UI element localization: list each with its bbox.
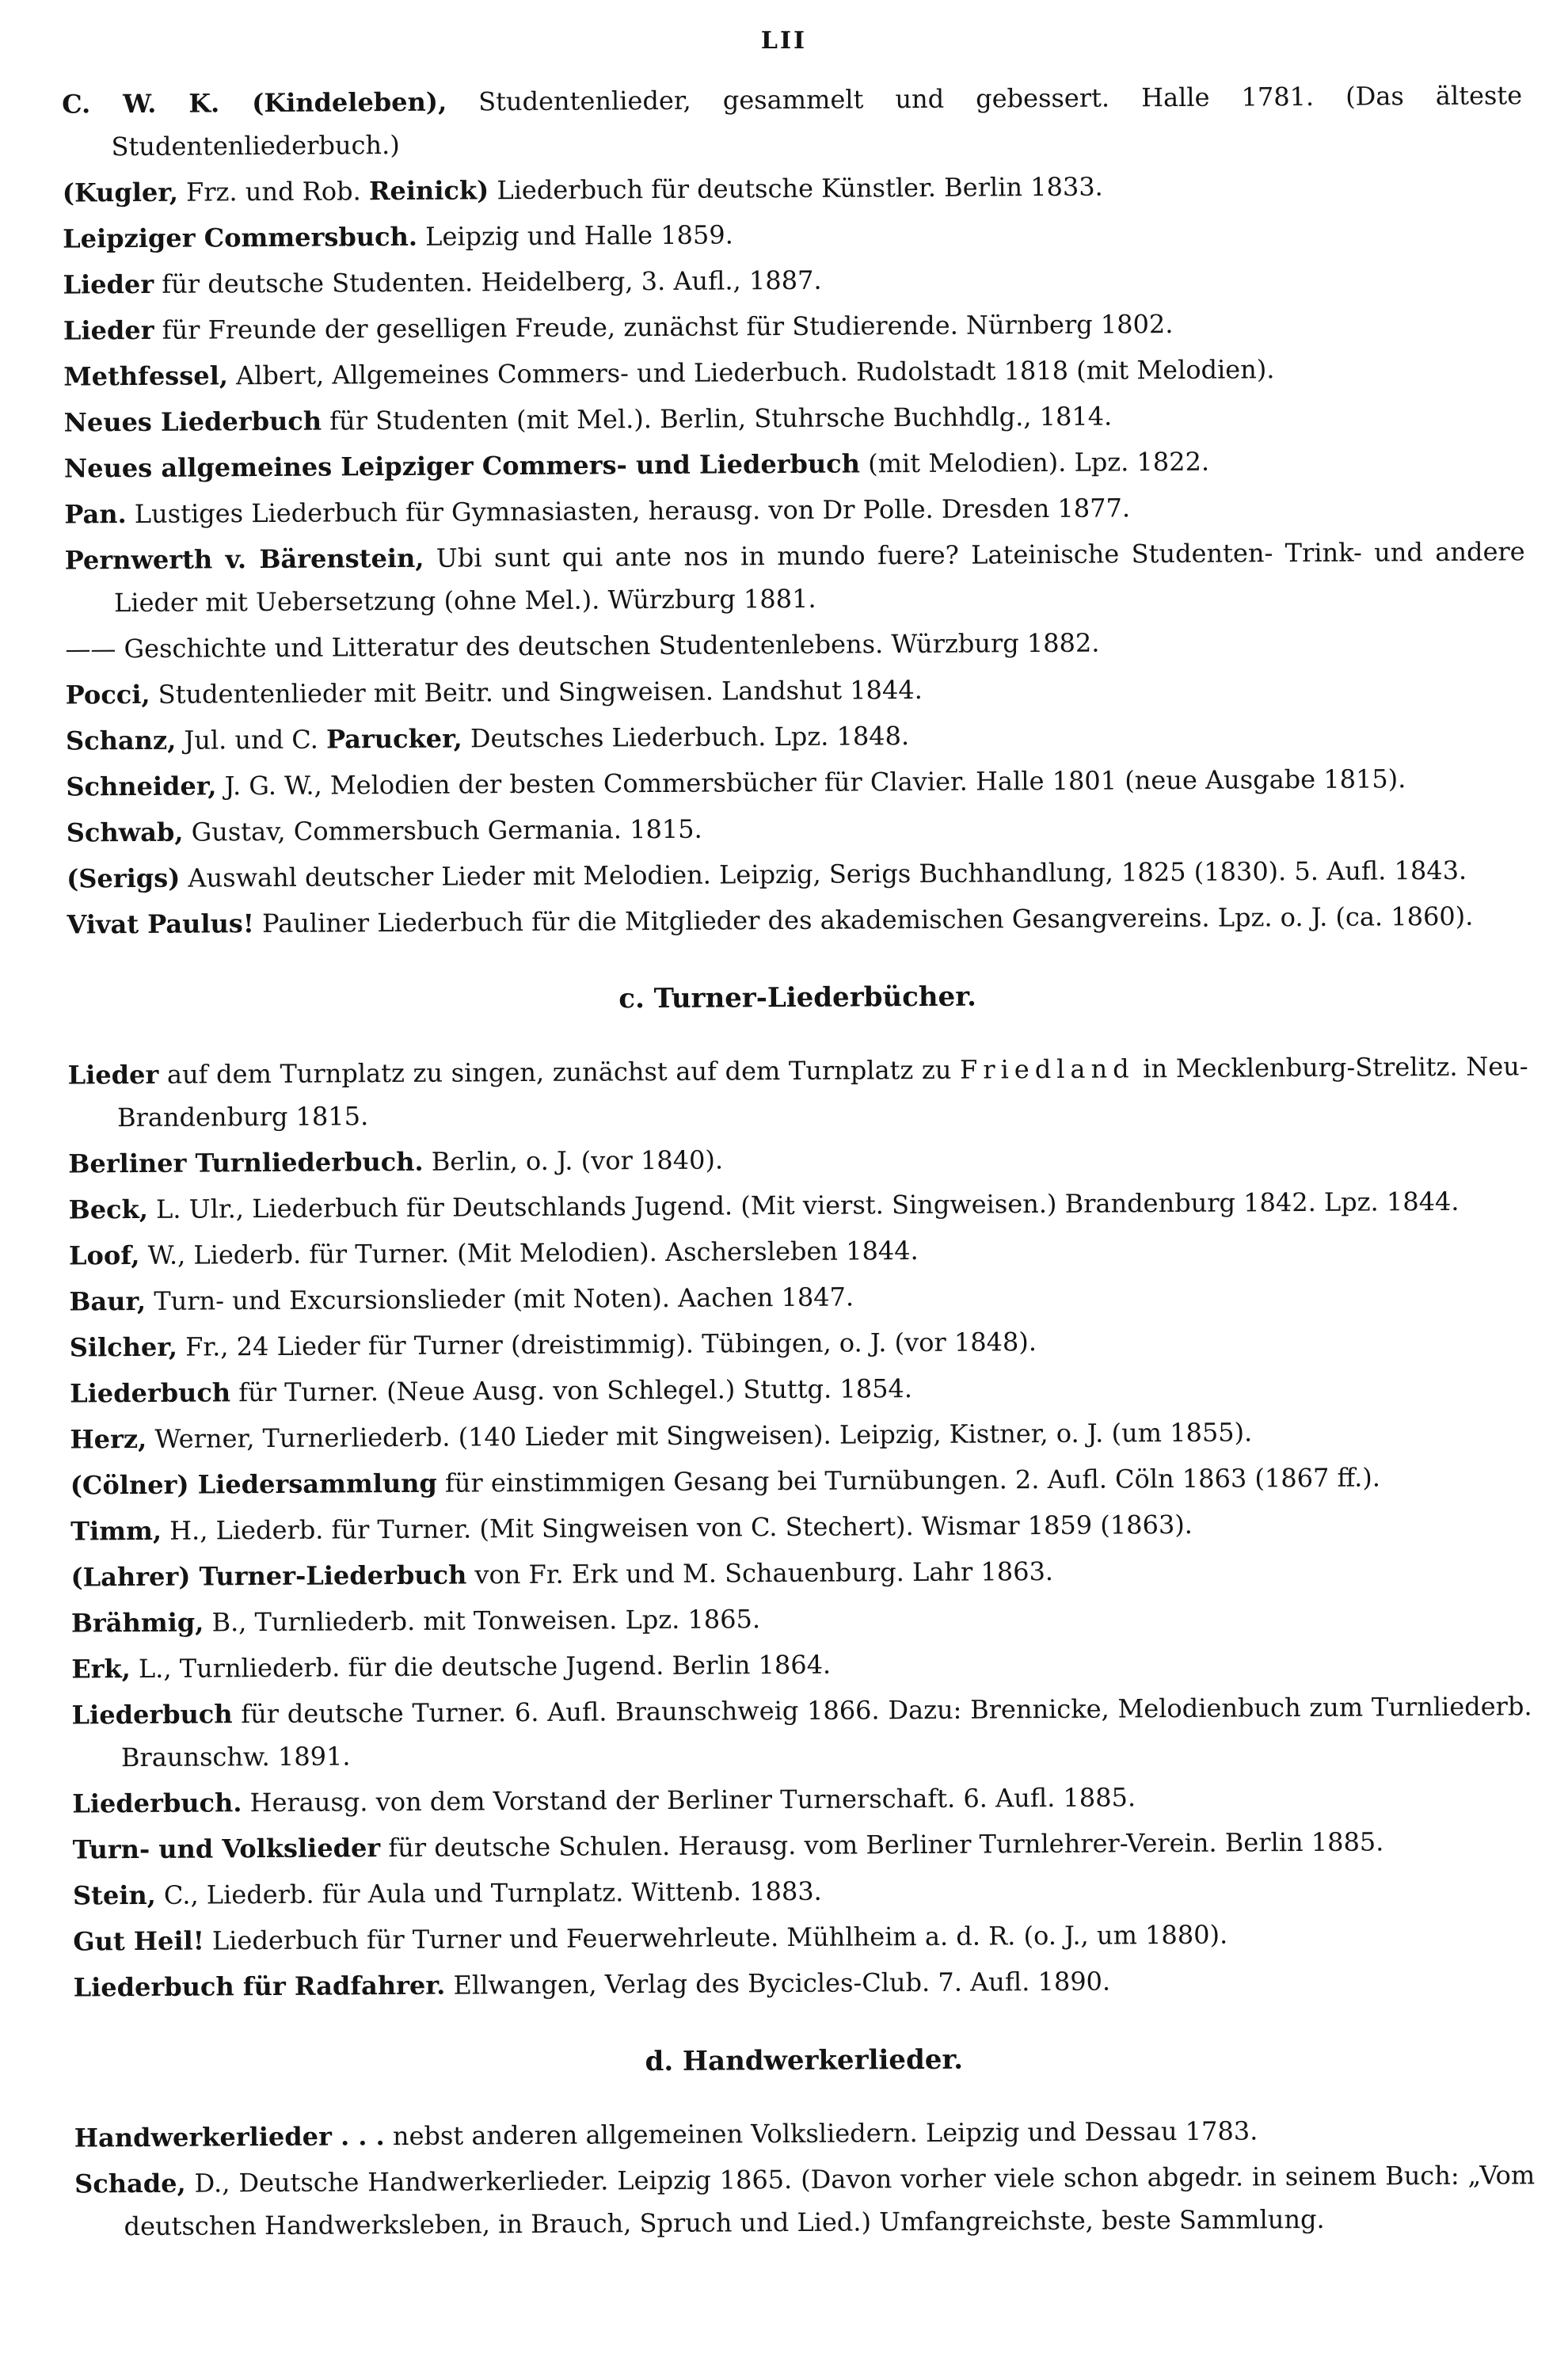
bibliography-entry (69, 1271, 1529, 1323)
entry-text: Jul. und C. (176, 724, 327, 756)
entry-text: für Freunde der geselligen Freude, zunächst für Studierende. Nürnberg 1802. (154, 309, 1174, 345)
entry-text: für deutsche Schulen. Herausg. vom Berliner Turnlehrer-Verein. Berlin 1885. (380, 1826, 1384, 1864)
entry-lead: Schwab, (66, 817, 184, 848)
bibliography-entry (70, 1501, 1531, 1552)
entry-lead: Berliner Turnliederbuch. (68, 1146, 424, 1179)
section-heading-handwerkerlieder: d. Handwerkerlieder. (645, 2043, 964, 2078)
entry-lead: Brähmig, (70, 1607, 204, 1639)
entry-text: nebst anderen allgemeinen Volksliedern. Leipzig und Dessau 1783. (384, 2115, 1258, 2152)
entry-text: —— (65, 634, 124, 664)
bibliography-entry (65, 530, 1526, 624)
entry-lead: (Lahrer) Turner-Liederbuch (70, 1559, 467, 1593)
entry-text: für deutsche Studenten. Heidelberg, 3. Aufl., 1887. (154, 265, 822, 299)
entry-text: Geschichte und Litteratur des deutschen Studentenlebens. Würzburg 1882. (124, 627, 1100, 664)
entry-text: B., Turnliederb. mit Tonweisen. Lpz. 1865. (204, 1604, 761, 1638)
entry-lead: Schanz, (65, 725, 177, 756)
entry-text: Studentenlieder, gesammelt und gebessert. Halle 1781. (Das älteste Studentenliederbuch.) (111, 80, 1523, 162)
page-number: LII (760, 27, 808, 55)
entry-lead: Gut Heil! (73, 1925, 204, 1957)
bibliography-entry (72, 1773, 1532, 1825)
bibliography-entry (62, 74, 1523, 168)
entry-text: für deutsche Turner. 6. Aufl. Braunschweig 1866. Dazu: Brennicke, Melodienbuch zum Turnliederb. Braunschw. 1891. (120, 1691, 1532, 1773)
entry-text: L. Ulr., Liederbuch für Deutschlands Jugend. (Mit vierst. Singweisen.) Brandenburg 1842. Lpz. 1844. (147, 1186, 1460, 1224)
entry-lead: Neues Liederbuch (63, 406, 322, 438)
bibliography-entry (72, 1819, 1532, 1871)
bibliography-entry (67, 848, 1527, 900)
bibliography-entry (69, 1179, 1529, 1231)
bibliography-entry (64, 438, 1524, 489)
bibliography (0, 74, 1568, 2248)
bibliography-entry (74, 2108, 1535, 2159)
entry-text: auf dem Turnplatz zu singen, zunächst auf dem Turnplatz zu (158, 1054, 961, 1090)
entry-text: Albert, Allgemeines Commers- und Liederbuch. Rudolstadt 1818 (mit Melodien). (227, 354, 1275, 391)
bibliography-entry (69, 1225, 1529, 1277)
entry-lead: Liederbuch für Radfahrer. (73, 1970, 446, 2003)
entry-lead: Leipziger Commersbuch. (63, 221, 418, 254)
entry-lead: Liederbuch (70, 1377, 231, 1409)
bibliography-entry (71, 1593, 1532, 1644)
bibliography-entry (63, 346, 1524, 398)
entry-lead: Stein, (72, 1879, 156, 1911)
entry-lead: Pan. (64, 499, 127, 530)
entry-text: Lustiges Liederbuch für Gymnasiasten, herausg. von Dr Polle. Dresden 1877. (126, 493, 1131, 530)
entry-lead: Herz, (70, 1423, 147, 1455)
bibliography-entry (68, 1133, 1528, 1185)
entry-lead: Lieder (67, 1059, 159, 1091)
entry-text: C., Liederb. für Aula und Turnplatz. Wittenb. 1883. (155, 1875, 822, 1910)
entry-lead: Methfessel, (63, 360, 229, 392)
entry-text: Studentenlieder mit Beitr. und Singweisen. Landshut 1844. (150, 674, 923, 710)
entry-lead: (Cölner) Liedersammlung (70, 1468, 437, 1501)
entry-text: (mit Melodien). Lpz. 1822. (859, 446, 1210, 479)
entry-text: L., Turnliederb. für die deutsche Jugend. Berlin 1864. (130, 1649, 832, 1685)
section-studentenlieder (62, 74, 1528, 946)
entry-text: Friedland (959, 1053, 1135, 1085)
bibliography-entry (74, 2153, 1536, 2248)
entry-text: in Mecklenburg-Strelitz. Neu-Brandenburg 1815. (116, 1051, 1528, 1133)
entry-text: Leipzig und Halle 1859. (417, 219, 733, 252)
bibliography-entry (63, 254, 1523, 306)
entry-text: für Turner. (Neue Ausg. von Schlegel.) Stuttg. 1854. (230, 1373, 913, 1408)
entry-text: für einstimmigen Gesang bei Turnübungen. 2. Aufl. Cöln 1863 (1867 ff.). (436, 1462, 1381, 1498)
entry-text: Deutsches Liederbuch. Lpz. 1848. (462, 721, 910, 754)
entry-lead: Parucker, (325, 723, 462, 755)
entry-lead: Pernwerth v. Bärenstein, (64, 543, 424, 576)
bibliography-entry (65, 619, 1525, 670)
entry-lead: Pocci, (65, 679, 150, 710)
bibliography-entry (63, 300, 1524, 352)
bibliography-entry (70, 1317, 1530, 1369)
entry-lead: Vivat Paulus! (67, 908, 254, 940)
entry-text: Werner, Turnerliederb. (140 Lieder mit Singweisen). Leipzig, Kistner, o. J. (um 1855). (147, 1417, 1253, 1454)
section-turner-liederbuecher (67, 972, 1534, 2009)
entry-text: D., Deutsche Handwerkerlieder. Leipzig 1865. (Davon vorher viele schon abgedr. in seinem Buch: „Vom deutschen Handwerksleben, in Brauch, Spruch und Lied.) Umfangreichste, beste Sammlung. (124, 2160, 1536, 2242)
bibliography-entry (66, 664, 1526, 716)
entry-text: Fr., 24 Lieder für Turner (dreistimmig). Tübingen, o. J. (vor 1848). (177, 1327, 1037, 1362)
bibliography-entry (73, 1865, 1533, 1917)
entry-text: Frz. und Rob. (177, 176, 369, 208)
bibliography-entry (66, 756, 1526, 808)
entry-text: H., Liederb. für Turner. (Mit Singweisen von C. Stechert). Wismar 1859 (1863). (161, 1509, 1193, 1546)
entry-text: Berlin, o. J. (vor 1840). (423, 1144, 724, 1177)
entry-text: Ubi sunt qui ante nos in mundo fuere? Lateinische Studenten- Trink- und andere Lieder mit Uebersetzung (ohne Mel.). Würzburg 1881. (113, 536, 1525, 619)
entry-lead: Schneider, (66, 771, 217, 802)
entry-text: für Studenten (mit Mel.). Berlin, Stuhrsche Buchhdlg., 1814. (321, 401, 1113, 436)
entry-text: Turn- und Excursionslieder (mit Noten). Aachen 1847. (146, 1281, 854, 1316)
entry-text: Gustav, Commersbuch Germania. 1815. (183, 813, 702, 847)
bibliography-entry (66, 710, 1526, 762)
entry-lead: Schade, (74, 2168, 186, 2199)
entry-lead: Reinick) (368, 175, 489, 207)
section-heading-turner-liederbuecher: c. Turner-Liederbücher. (618, 980, 976, 1015)
entry-lead: Liederbuch (71, 1699, 233, 1731)
entry-lead: Lieder (63, 268, 154, 300)
bibliography-entry (63, 162, 1523, 214)
entry-text: Liederbuch für deutsche Künstler. Berlin 1833. (489, 171, 1103, 206)
entry-lead: Silcher, (69, 1331, 178, 1363)
entry-lead: Beck, (68, 1194, 149, 1225)
entry-text: Auswahl deutscher Lieder mit Melodien. Leipzig, Serigs Buchhandlung, 1825 (1830). 5. Aufl. 1843. (180, 855, 1467, 893)
bibliography-entry (67, 802, 1527, 854)
entry-text: Pauliner Liederbuch für die Mitglieder des akademischen Gesangvereins. Lpz. o. J. (ca. 1860). (253, 901, 1474, 939)
bibliography-entry (71, 1685, 1532, 1779)
entry-lead: Erk, (71, 1654, 131, 1685)
bibliography-entry (70, 1409, 1530, 1460)
entry-lead: Baur, (69, 1285, 147, 1317)
bibliography-entry (63, 208, 1523, 260)
entry-text: von Fr. Erk und M. Schauenburg. Lahr 1863. (466, 1555, 1054, 1590)
bibliography-entry (68, 1045, 1529, 1139)
entry-lead: Lieder (63, 314, 154, 346)
section-handwerkerlieder (74, 2035, 1536, 2248)
entry-lead: (Kugler, (62, 177, 179, 208)
entry-lead: C. W. K. (Kindeleben), (62, 86, 447, 120)
bibliography-entry (67, 894, 1527, 946)
bibliography-entry (70, 1455, 1531, 1506)
entry-lead: Handwerkerlieder . . . (74, 2121, 385, 2153)
entry-text: Ellwangen, Verlag des Bycicles-Club. 7. Aufl. 1890. (445, 1966, 1111, 2001)
bibliography-entry (70, 1547, 1531, 1598)
bibliography-entry (74, 1957, 1534, 2009)
bibliography-entry (73, 1911, 1533, 1963)
bibliography-entry (71, 1639, 1532, 1690)
entry-lead: Timm, (70, 1515, 162, 1547)
bibliography-entry (63, 392, 1524, 444)
bibliography-entry (64, 484, 1524, 535)
entry-lead: Loof, (68, 1239, 140, 1271)
entry-text: Herausg. von dem Vorstand der Berliner Turnerschaft. 6. Aufl. 1885. (242, 1782, 1136, 1818)
entry-text: W., Liederb. für Turner. (Mit Melodien). Aschersleben 1844. (139, 1235, 919, 1270)
entry-text: Liederbuch für Turner und Feuerwehrleute. Mühlheim a. d. R. (o. J., um 1880). (204, 1919, 1228, 1956)
entry-lead: Turn- und Volkslieder (72, 1833, 381, 1865)
entry-lead: Liederbuch. (72, 1788, 242, 1819)
entry-lead: Neues allgemeines Leipziger Commers- und Liederbuch (63, 448, 861, 484)
bibliography-entry (70, 1363, 1530, 1415)
entry-text: J. G. W., Melodien der besten Commersbücher für Clavier. Halle 1801 (neue Ausgabe 1815). (216, 763, 1406, 802)
entry-lead: (Serigs) (67, 862, 181, 894)
